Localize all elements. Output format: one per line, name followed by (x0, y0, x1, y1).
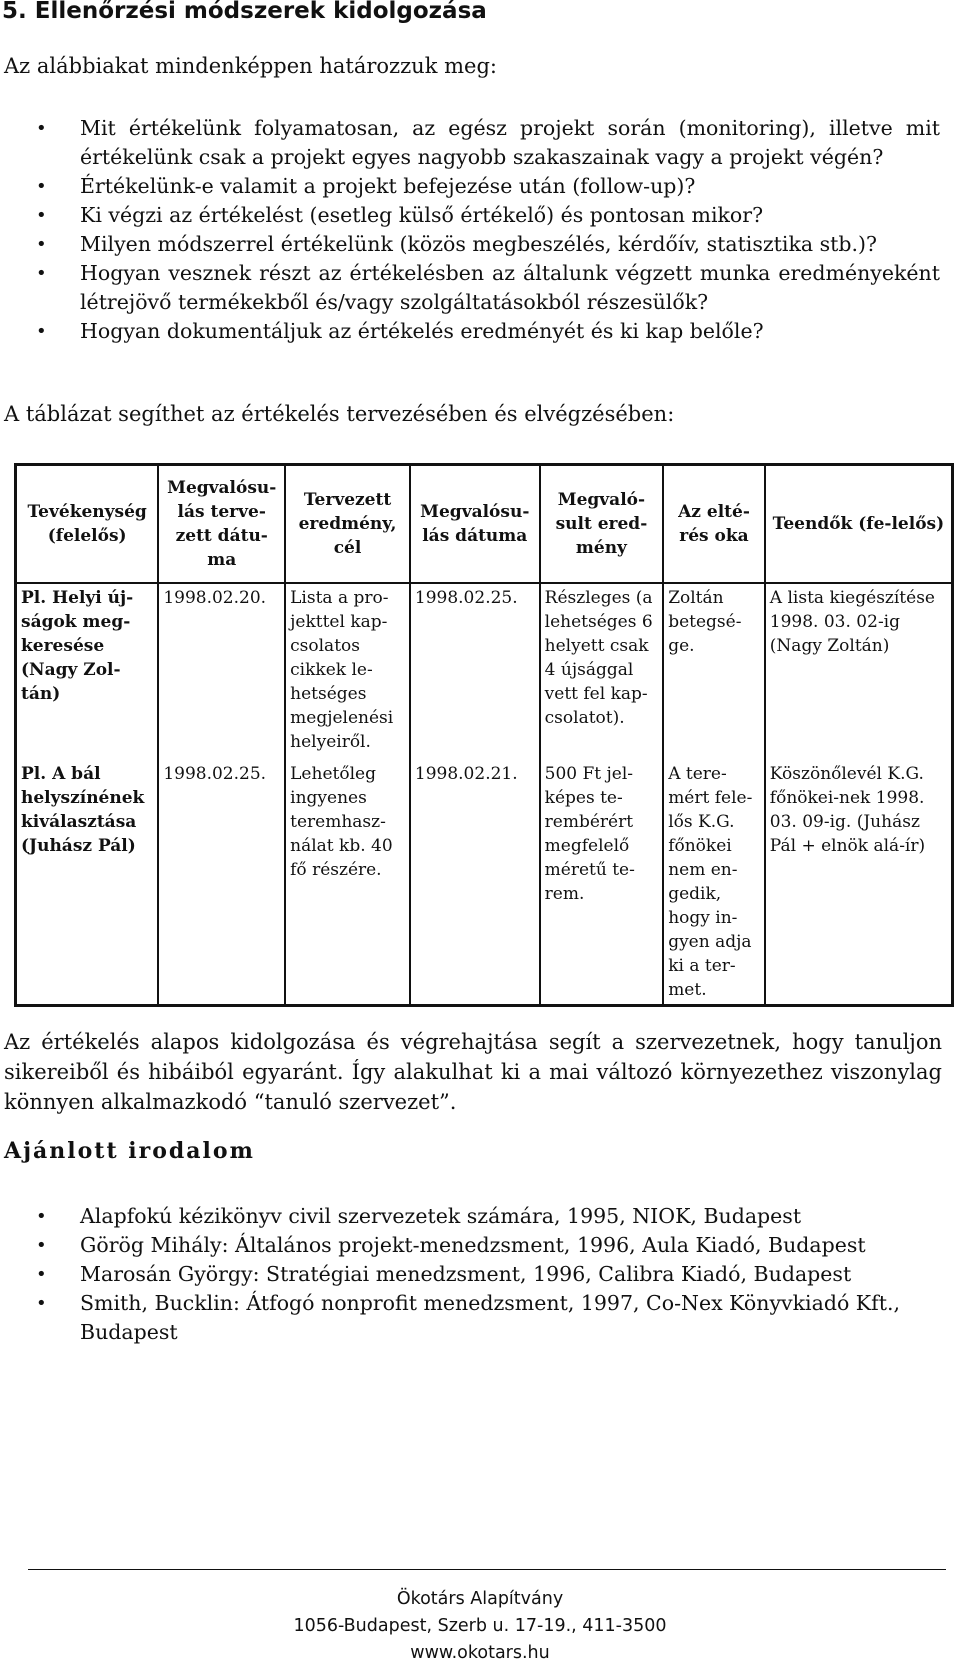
evaluation-plan-table (14, 463, 954, 1007)
list-item: • Hogyan vesznek részt az értékelésben az általunk végzett munka eredményeként létrejövő termékekből és/vagy szolgáltatásokból részesülők? (0, 259, 940, 317)
column-header: Megvalósu-lás dátuma (410, 465, 540, 584)
table-cell: 1998.02.21. (410, 760, 540, 1006)
table-cell: A lista kiegészítése 1998. 03. 02-ig (Nagy Zoltán) (765, 583, 953, 760)
column-header: Megvalósu-lás terve-zett dátu-ma (158, 465, 285, 584)
list-item: • Marosán György: Stratégiai menedzsment, 1996, Calibra Kiadó, Budapest (0, 1260, 940, 1289)
table-cell: Lista a pro-jekttel kap-csolatos cikkek le-hetséges megjelenési helyeiről. (285, 583, 410, 760)
footer-divider (28, 1569, 946, 1570)
column-header: Tevékenység (felelős) (16, 465, 159, 584)
intro-text: Az alábbiakat mindenképpen határozzuk meg: (4, 54, 497, 78)
table-cell: Részleges (a lehetséges 6 helyett csak 4 újsággal vett fel kap-csolatot). (540, 583, 664, 760)
list-item: • Mit értékelünk folyamatosan, az egész projekt során (monitoring), illetve mit értékelünk csak a projekt egyes nagyobb szakaszainak vagy a projekt végén? (0, 114, 940, 172)
literature-list (0, 1202, 960, 1347)
list-item: • Alapfokú kézikönyv civil szervezetek számára, 1995, NIOK, Budapest (0, 1202, 940, 1231)
column-header: Teendők (fe-lelős) (765, 465, 953, 584)
literature-title: Ajánlott irodalom (4, 1138, 255, 1164)
section-title: 5. Ellenőrzési módszerek kidolgozása (2, 0, 487, 24)
table-row (16, 583, 953, 760)
table-cell: A tere-mért fele-lős K.G. főnökei nem en-gedik, hogy in-gyen adja ki a ter-met. (663, 760, 765, 1006)
table-cell: Pl. Helyi új-ságok meg-keresése (Nagy Zol-tán) (16, 583, 159, 760)
table-cell: 1998.02.20. (158, 583, 285, 760)
table-cell: Köszönőlevél K.G. főnökei-nek 1998. 03. 09-ig. (Juhász Pál + elnök alá-ír) (765, 760, 953, 1006)
table-cell: 1998.02.25. (158, 760, 285, 1006)
table-cell: 1998.02.25. (410, 583, 540, 760)
table-header-row (16, 465, 953, 584)
footer-address: 1056-Budapest, Szerb u. 17-19., 411-3500 (293, 1616, 667, 1636)
table-intro-text: A táblázat segíthet az értékelés tervezésében és elvégzésében: (4, 402, 675, 426)
table-cell: 500 Ft jel-képes te-rembérért megfelelő méretű te-rem. (540, 760, 664, 1006)
table-row (16, 760, 953, 1006)
column-header: Tervezett eredmény, cél (285, 465, 410, 584)
footer-web: www.okotars.hu (410, 1643, 550, 1663)
list-item: • Ki végzi az értékelést (esetleg külső értékelő) és pontosan mikor? (0, 201, 940, 230)
table-cell: Pl. A bál helyszínének kiválasztása (Juhász Pál) (16, 760, 159, 1006)
question-list (0, 114, 940, 346)
column-header: Megvaló-sult ered-mény (540, 465, 664, 584)
table-cell: Lehetőleg ingyenes teremhasz-nálat kb. 40 fő részére. (285, 760, 410, 1006)
list-item: • Görög Mihály: Általános projekt-menedzsment, 1996, Aula Kiadó, Budapest (0, 1231, 940, 1260)
footer (0, 1586, 960, 1667)
table-cell: Zoltán betegsé-ge. (663, 583, 765, 760)
list-item: • Értékelünk-e valamit a projekt befejezése után (follow-up)? (0, 172, 940, 201)
list-item: • Hogyan dokumentáljuk az értékelés eredményét és ki kap belőle? (0, 317, 940, 346)
column-header: Az elté-rés oka (663, 465, 765, 584)
list-item: • Smith, Bucklin: Átfogó nonprofit menedzsment, 1997, Co-Nex Könyvkiadó Kft., Budapest (0, 1289, 940, 1347)
list-item: • Milyen módszerrel értékelünk (közös megbeszélés, kérdőív, statisztika stb.)? (0, 230, 940, 259)
conclusion-text: Az értékelés alapos kidolgozása és végrehajtása segít a szervezetnek, hogy tanuljon sikereiből és hibáiból egyaránt. Így alakulhat ki a mai változó környezethez viszonylag könnyen alkalmazkodó “tanuló szervezet”. (4, 1030, 942, 1114)
footer-org: Ökotárs Alapítvány (396, 1589, 564, 1609)
